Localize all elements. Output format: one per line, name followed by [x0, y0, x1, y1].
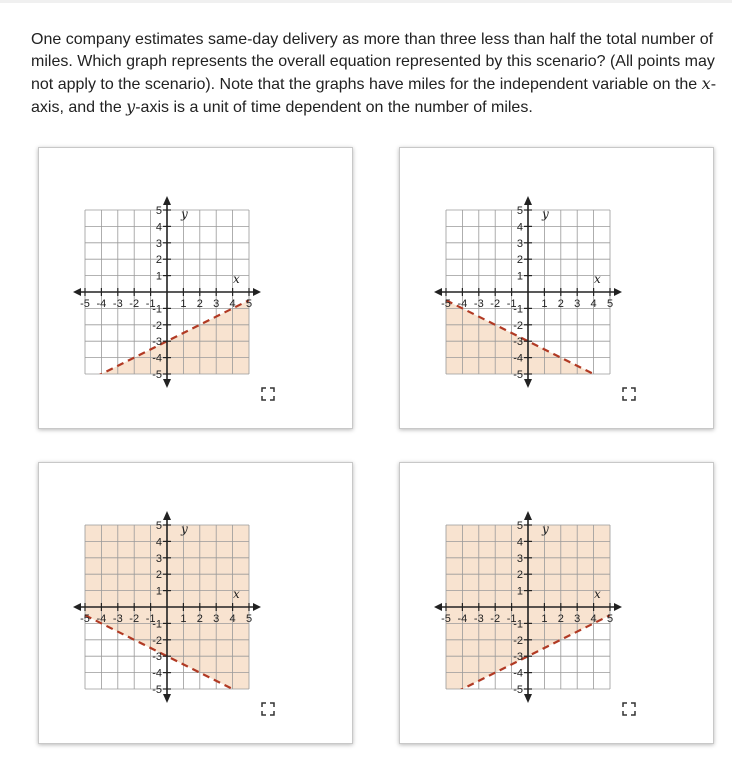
- coordinate-plane: [400, 148, 715, 430]
- x-tick-label: -2: [490, 613, 501, 625]
- question-text: One company estimates same-day delivery as more than three less than half the total number of miles. Which graph represents the overall equation represented by this scenario? (All points may not apply to the scenario). Note that the graphs have miles for the independent variable on the x-axis, and the y-axis is a unit of time dependent on the number of miles.: [31, 31, 717, 116]
- y-tick-label: 4: [516, 221, 523, 234]
- y-tick-label: -5: [152, 369, 162, 381]
- x-tick-label: 5: [245, 613, 253, 625]
- x-tick-label: -2: [490, 298, 501, 310]
- x-tick-label: -4: [457, 613, 468, 625]
- x-axis-label: x: [233, 272, 240, 286]
- y-axis-arrow-up: [524, 196, 532, 205]
- y-tick-label: -5: [513, 369, 523, 381]
- y-tick-label: 5: [155, 520, 162, 532]
- x-axis-label: x: [233, 587, 240, 601]
- y-tick-label: -2: [152, 319, 162, 332]
- x-tick-label: 1: [180, 298, 187, 310]
- y-tick-label: 1: [155, 585, 162, 598]
- x-tick-label: 4: [590, 613, 597, 625]
- x-tick-label: -3: [112, 613, 123, 625]
- x-axis-arrow-right: [614, 288, 622, 296]
- y-tick-label: -4: [513, 667, 523, 680]
- x-tick-label: -5: [80, 298, 90, 310]
- x-tick-label: 2: [557, 298, 564, 310]
- expand-icon[interactable]: [621, 701, 637, 717]
- x-tick-label: -4: [96, 298, 107, 310]
- x-tick-label: 1: [180, 613, 187, 625]
- y-tick-label: 1: [516, 270, 523, 283]
- y-axis-arrow-down: [524, 694, 532, 703]
- x-axis-arrow-left: [434, 603, 442, 611]
- y-tick-label: 2: [155, 569, 162, 582]
- y-tick-label: -3: [513, 336, 523, 349]
- x-tick-label: 2: [557, 613, 564, 625]
- x-axis-arrow-left: [73, 603, 81, 611]
- x-tick-label: -3: [473, 613, 484, 625]
- y-tick-label: 4: [155, 536, 162, 549]
- y-axis-label: y: [181, 522, 188, 536]
- y-tick-label: -4: [152, 352, 162, 365]
- y-tick-label: -4: [513, 352, 523, 365]
- y-tick-label: -4: [152, 667, 162, 680]
- y-tick-label: 4: [155, 221, 162, 234]
- y-tick-label: -5: [152, 684, 162, 696]
- y-tick-label: 4: [516, 536, 523, 549]
- y-tick-label: 3: [516, 552, 523, 565]
- answer-option-graph-b[interactable]: [399, 147, 714, 429]
- x-tick-label: 5: [606, 613, 614, 625]
- y-axis-arrow-down: [524, 379, 532, 388]
- y-tick-label: 3: [516, 237, 523, 250]
- answer-option-graph-d[interactable]: [399, 462, 714, 744]
- coordinate-plane: [39, 148, 354, 430]
- y-axis-arrow-up: [163, 196, 171, 205]
- y-tick-label: -2: [152, 634, 162, 647]
- y-axis-arrow-up: [163, 511, 171, 520]
- x-tick-label: 3: [213, 298, 220, 310]
- top-divider: [0, 0, 732, 3]
- x-variable: x: [701, 74, 711, 93]
- answer-option-graph-a[interactable]: [38, 147, 353, 429]
- x-tick-label: 5: [606, 298, 614, 310]
- x-tick-label: 4: [229, 613, 236, 625]
- x-axis-arrow-right: [253, 603, 261, 611]
- y-axis-label: y: [542, 207, 549, 221]
- y-tick-label: -3: [152, 336, 162, 349]
- x-tick-label: -1: [506, 613, 517, 625]
- coordinate-plane: [39, 463, 354, 745]
- x-axis-arrow-right: [614, 603, 622, 611]
- y-axis-label: y: [181, 207, 188, 221]
- x-tick-label: -5: [441, 613, 451, 625]
- x-tick-label: -1: [506, 298, 517, 310]
- y-tick-label: 5: [155, 205, 162, 217]
- expand-icon[interactable]: [621, 386, 637, 402]
- expand-icon[interactable]: [260, 386, 276, 402]
- y-tick-label: 2: [155, 254, 162, 267]
- x-tick-label: 2: [196, 298, 203, 310]
- y-tick-label: 3: [155, 237, 162, 250]
- expand-icon[interactable]: [260, 701, 276, 717]
- y-tick-label: 5: [516, 205, 523, 217]
- x-tick-label: -5: [441, 298, 451, 310]
- x-tick-label: 3: [213, 613, 220, 625]
- x-tick-label: -1: [145, 613, 156, 625]
- y-tick-label: 5: [516, 520, 523, 532]
- x-tick-label: -4: [96, 613, 107, 625]
- y-tick-label: -1: [513, 303, 523, 316]
- y-tick-label: -2: [513, 634, 523, 647]
- x-tick-label: 4: [229, 298, 236, 310]
- x-axis-label: x: [594, 272, 601, 286]
- x-tick-label: 2: [196, 613, 203, 625]
- x-axis-arrow-left: [434, 288, 442, 296]
- x-tick-label: -3: [112, 298, 123, 310]
- y-tick-label: -1: [152, 618, 162, 631]
- y-tick-label: -3: [152, 651, 162, 664]
- y-axis-arrow-down: [163, 694, 171, 703]
- x-tick-label: -5: [80, 613, 90, 625]
- x-tick-label: -1: [145, 298, 156, 310]
- y-tick-label: -3: [513, 651, 523, 664]
- y-tick-label: 1: [516, 585, 523, 598]
- y-axis-label: y: [542, 522, 549, 536]
- x-axis-label: x: [594, 587, 601, 601]
- y-tick-label: 3: [155, 552, 162, 565]
- y-tick-label: -2: [513, 319, 523, 332]
- y-tick-label: 2: [516, 254, 523, 267]
- y-tick-label: -1: [152, 303, 162, 316]
- coordinate-plane: [400, 463, 715, 745]
- x-tick-label: 5: [245, 298, 253, 310]
- y-tick-label: -1: [513, 618, 523, 631]
- x-tick-label: -4: [457, 298, 468, 310]
- y-tick-label: 1: [155, 270, 162, 283]
- x-tick-label: 3: [574, 298, 581, 310]
- y-tick-label: -5: [513, 684, 523, 696]
- y-axis-arrow-down: [163, 379, 171, 388]
- x-tick-label: -2: [129, 298, 140, 310]
- y-tick-label: 2: [516, 569, 523, 582]
- x-tick-label: 4: [590, 298, 597, 310]
- answer-option-graph-c[interactable]: [38, 462, 353, 744]
- x-tick-label: -3: [473, 298, 484, 310]
- x-axis-arrow-right: [253, 288, 261, 296]
- x-tick-label: 1: [541, 613, 548, 625]
- x-tick-label: 3: [574, 613, 581, 625]
- y-axis-arrow-up: [524, 511, 532, 520]
- x-axis-arrow-left: [73, 288, 81, 296]
- x-tick-label: -2: [129, 613, 140, 625]
- y-variable: y: [126, 97, 136, 116]
- x-tick-label: 1: [541, 298, 548, 310]
